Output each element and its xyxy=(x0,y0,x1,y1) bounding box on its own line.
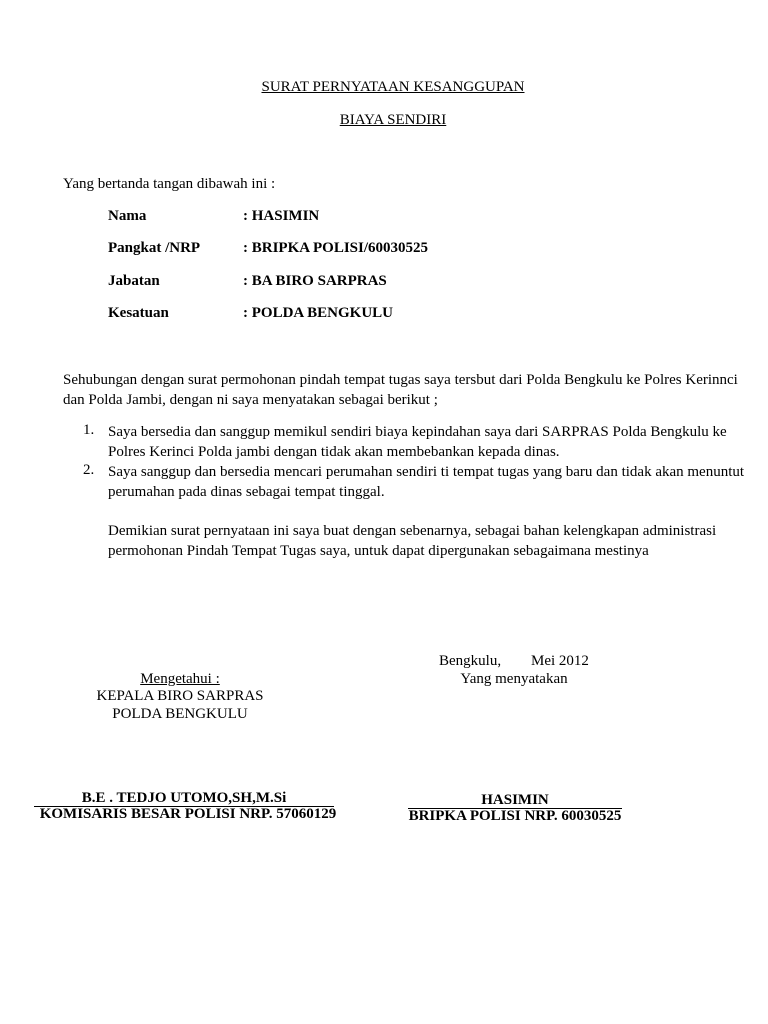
field-value-pangkat: : BRIPKA POLISI/60030525 xyxy=(243,240,429,256)
field-label-nama: Nama xyxy=(108,208,147,224)
date-text: Mei 2012 xyxy=(531,653,589,669)
list-item-text: Saya sanggup dan bersedia mencari perumahan sendiri ti tempat tugas yang baru dan tidak akan menuntut perumahan pada dinas sebagai tempat tinggal. xyxy=(108,464,745,500)
left-signer-name: B.E . TEDJO UTOMO,SH,M.Si xyxy=(81,790,287,806)
document-subtitle: BIAYA SENDIRI xyxy=(339,112,447,128)
field-label-jabatan: Jabatan xyxy=(108,273,160,289)
office-line-2: POLDA BENGKULU xyxy=(112,706,248,722)
acknowledged-heading: Mengetahui : xyxy=(140,671,220,687)
document-title: SURAT PERNYATAAN KESANGGUPAN xyxy=(261,79,525,95)
statement-text: Yang menyatakan xyxy=(460,671,568,687)
field-label-kesatuan: Kesatuan xyxy=(108,305,169,321)
right-signer-rank: BRIPKA POLISI NRP. 60030525 xyxy=(408,808,622,824)
right-signer-name: HASIMIN xyxy=(481,792,549,808)
left-signer-rank: KOMISARIS BESAR POLISI NRP. 57060129 xyxy=(39,806,337,822)
list-item-number: 1. xyxy=(83,422,95,438)
field-value-nama: : HASIMIN xyxy=(243,208,320,224)
body-paragraph: Sehubungan dengan surat permohonan pindah tempat tugas saya tersbut dari Polda Bengkulu ke Polres Kerinnci dan Polda Jambi, dengan ni saya menyatakan sebagai berikut ; xyxy=(63,372,738,408)
field-value-kesatuan: : POLDA BENGKULU xyxy=(243,305,394,321)
intro-text: Yang bertanda tangan dibawah ini : xyxy=(63,176,276,192)
field-label-pangkat: Pangkat /NRP xyxy=(108,240,201,256)
closing-paragraph: Demikian surat pernyataan ini saya buat dengan sebenarnya, sebagai bahan kelengkapan administrasi permohonan Pindah Tempat Tugas saya, untuk dapat dipergunakan sebagaimana mestinya xyxy=(108,523,717,559)
field-value-jabatan: : BA BIRO SARPRAS xyxy=(243,273,387,289)
office-line-1: KEPALA BIRO SARPRAS xyxy=(96,688,264,704)
list-item-number: 2. xyxy=(83,462,95,478)
list-item-text: Saya bersedia dan sanggup memikul sendiri biaya kepindahan saya dari SARPRAS Polda Bengkulu ke Polres Kerinci Polda jambi dengan tidak akan membebankan kepada dinas. xyxy=(108,424,727,460)
place-text: Bengkulu, xyxy=(439,653,502,669)
